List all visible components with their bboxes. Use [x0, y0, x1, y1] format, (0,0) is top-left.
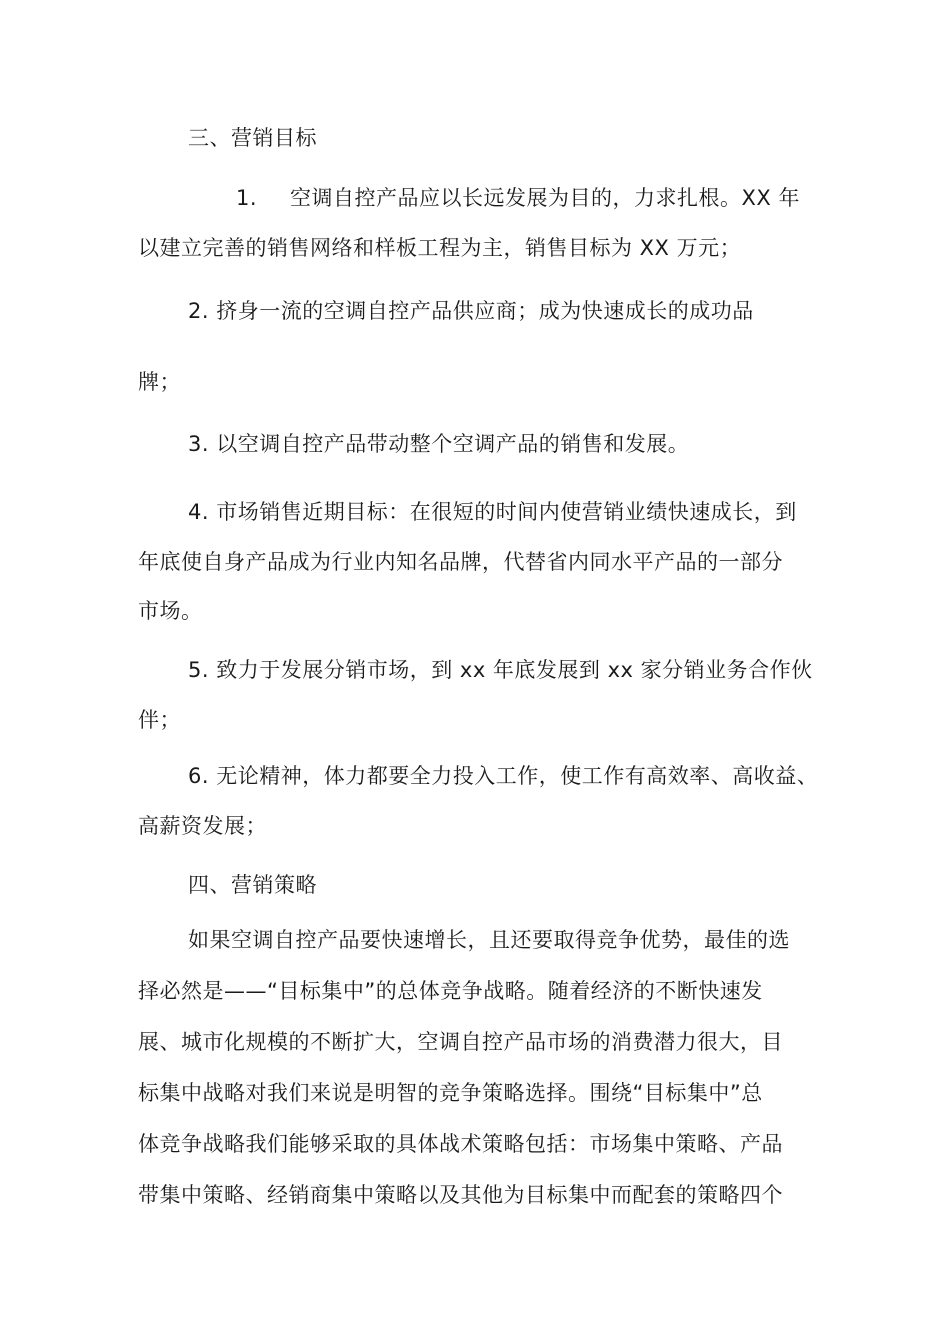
- paragraph-line: 标集中战略对我们来说是明智的竞争策略选择。围绕“目标集中”总: [138, 1081, 763, 1105]
- item-1-text-cont: 以建立完善的销售网络和样板工程为主，销售目标为 XX 万元；: [138, 236, 742, 260]
- paragraph-line: 择必然是——“目标集中”的总体竞争战略。随着经济的不断快速发: [138, 979, 763, 1003]
- heading-marketing-strategy: 四、营销策略: [188, 873, 317, 897]
- item-1-number: 1.: [236, 186, 258, 210]
- item-4-text-cont: 年底使自身产品成为行业内知名品牌，代替省内同水平产品的一部分: [138, 550, 783, 574]
- item-1-text: 空调自控产品应以长远发展为目的，力求扎根。XX 年: [290, 186, 800, 210]
- paragraph-line: 展、城市化规模的不断扩大，空调自控产品市场的消费潜力很大，目: [138, 1030, 783, 1054]
- item-6-text: 6. 无论精神，体力都要全力投入工作，使工作有高效率、高收益、: [188, 764, 819, 788]
- paragraph-line: 如果空调自控产品要快速增长，且还要取得竞争优势，最佳的选: [188, 928, 790, 952]
- item-4-text: 4. 市场销售近期目标：在很短的时间内使营销业绩快速成长，到: [188, 500, 797, 524]
- item-6-text-cont: 高薪资发展；: [138, 814, 267, 838]
- heading-marketing-goals: 三、营销目标: [188, 126, 317, 150]
- item-2-text: 2. 挤身一流的空调自控产品供应商；成为快速成长的成功品: [188, 299, 754, 323]
- item-3-text: 3. 以空调自控产品带动整个空调产品的销售和发展。: [188, 432, 690, 456]
- item-2-text-cont: 牌；: [138, 370, 181, 394]
- paragraph-line: 体竞争战略我们能够采取的具体战术策略包括：市场集中策略、产品: [138, 1132, 783, 1156]
- item-5-text: 5. 致力于发展分销市场，到 xx 年底发展到 xx 家分销业务合作伙: [188, 658, 813, 682]
- item-5-text-cont: 伴；: [138, 708, 181, 732]
- item-4-text-cont: 市场。: [138, 599, 203, 623]
- paragraph-line: 带集中策略、经销商集中策略以及其他为目标集中而配套的策略四个: [138, 1183, 783, 1207]
